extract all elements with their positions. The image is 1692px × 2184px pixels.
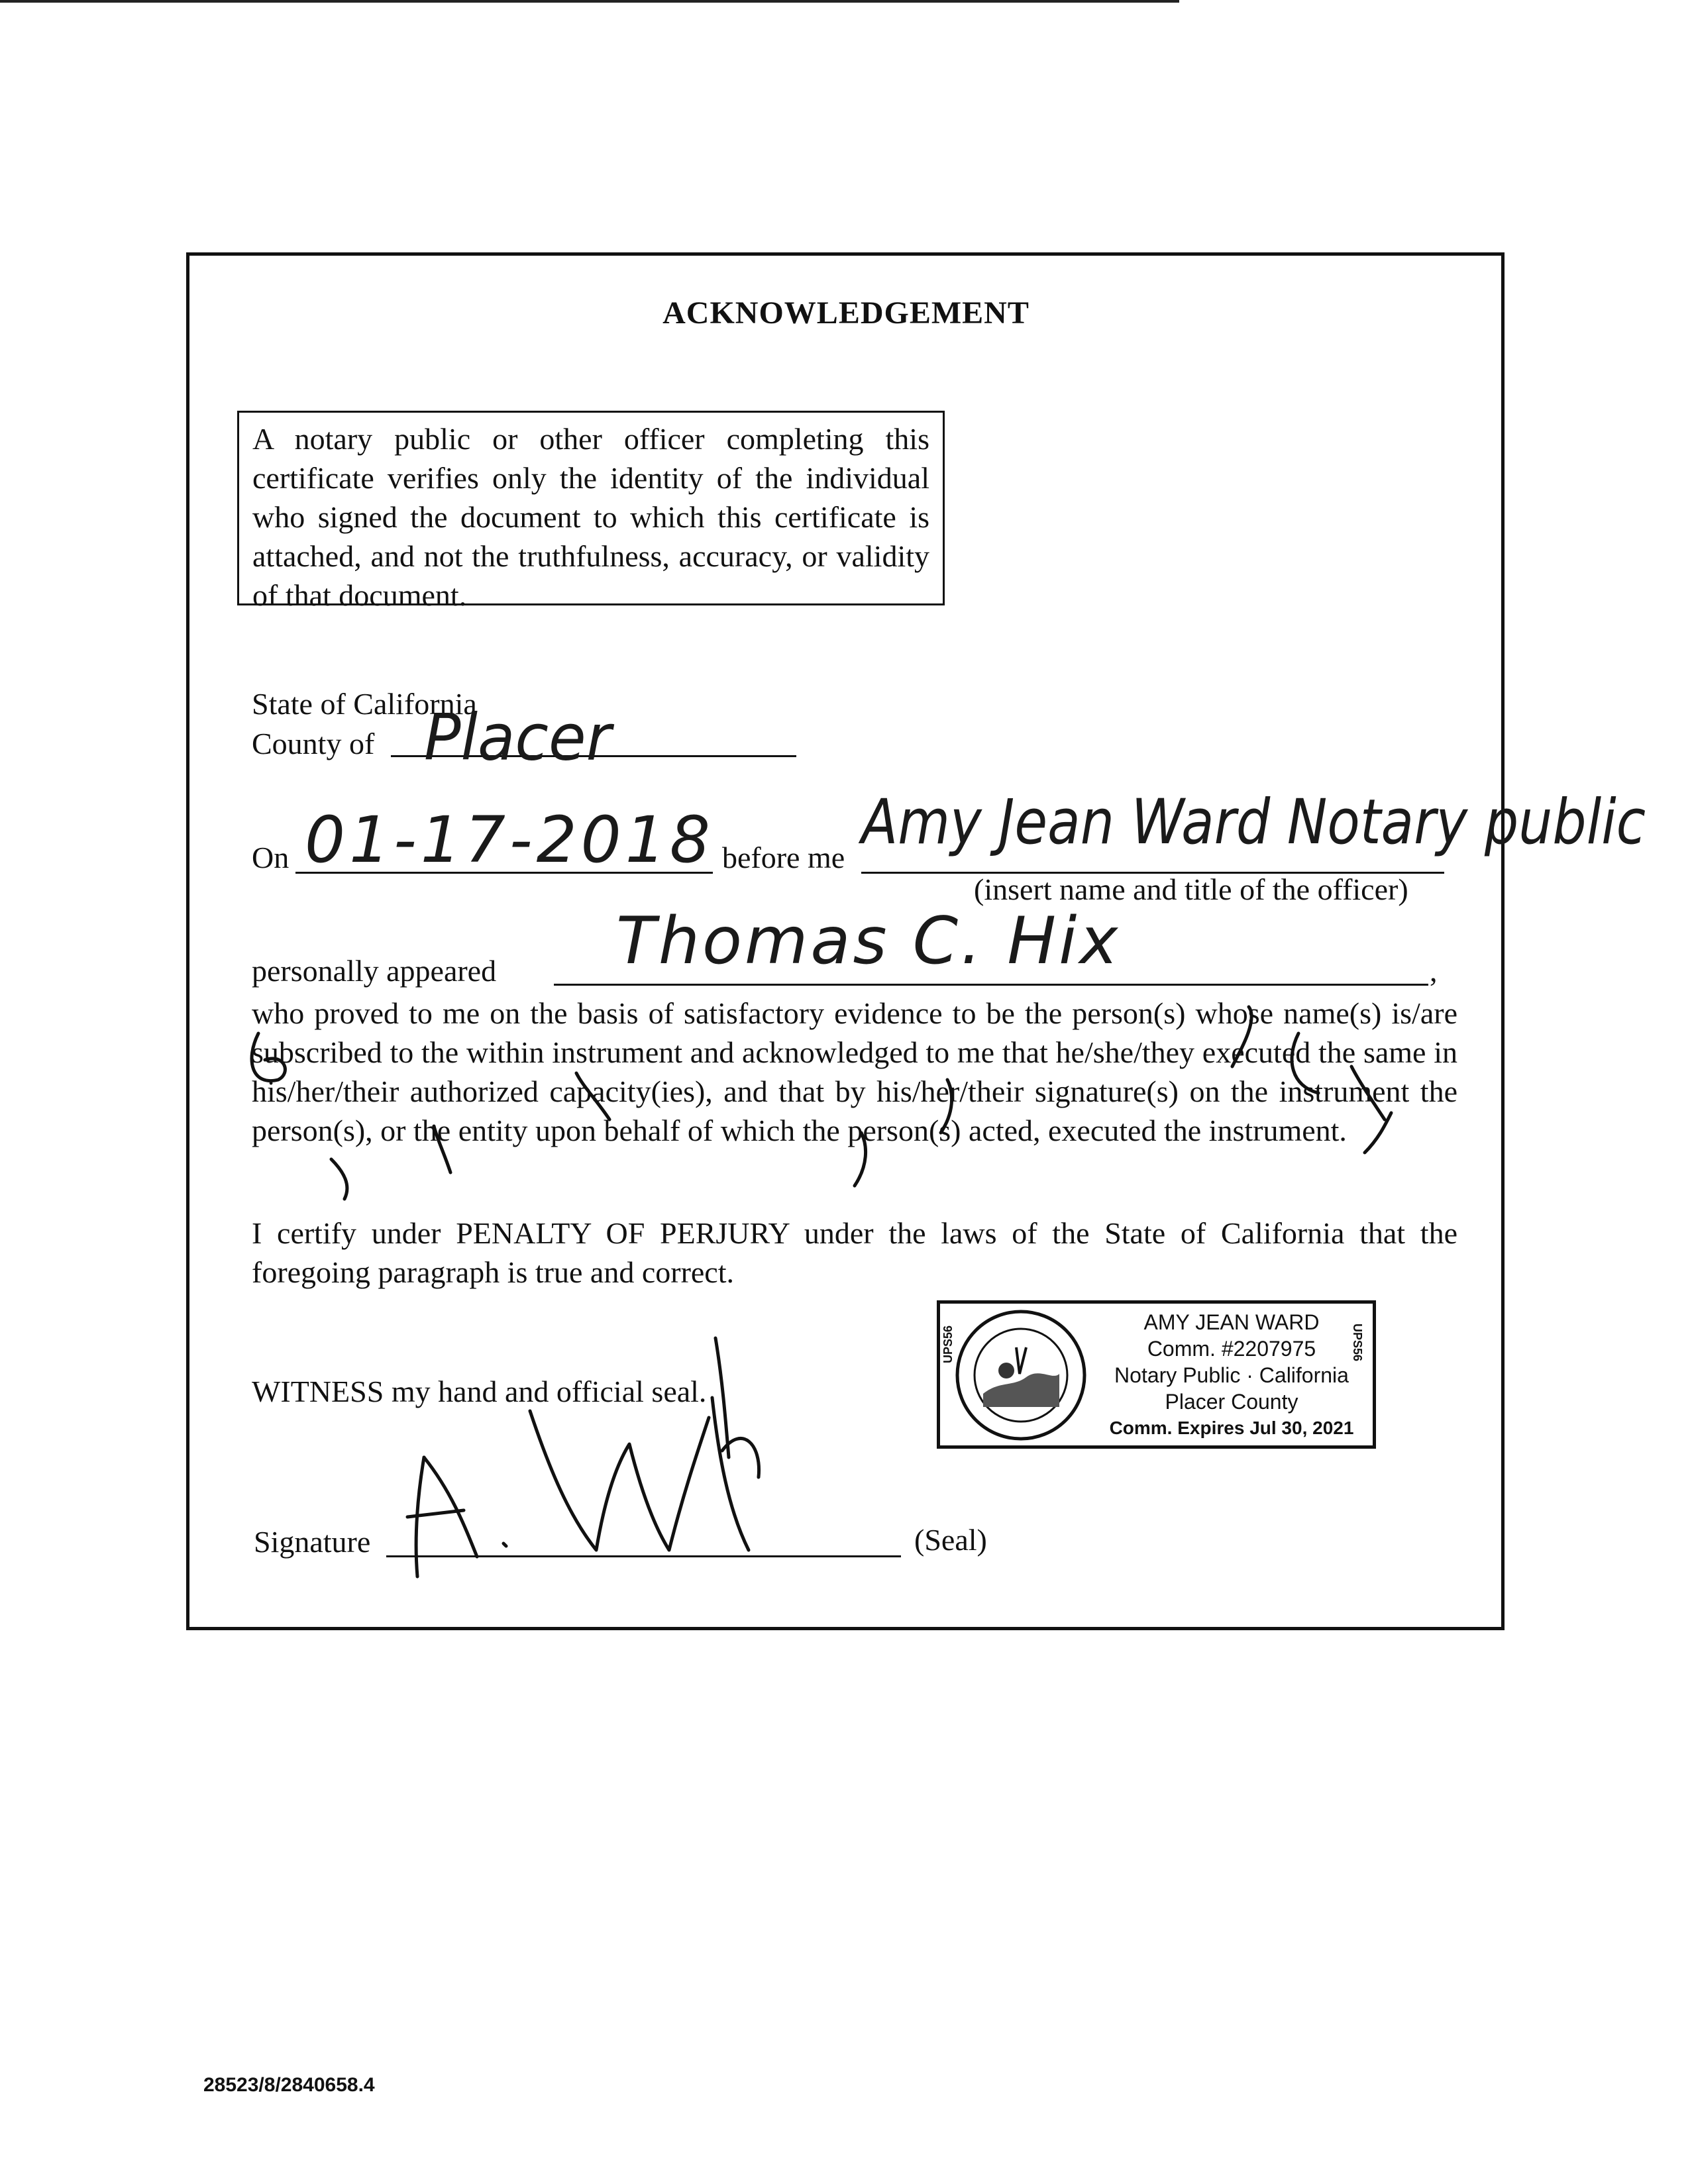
stamp-name: AMY JEAN WARD	[1143, 1310, 1320, 1334]
notice-text: A notary public or other officer completing this certificate verifies only the identity of the individual who signed the document to which this certificate is attached, and not the truthfulness, accuracy, or validity of that document.	[252, 422, 929, 612]
stamp-county: Placer County	[1165, 1390, 1298, 1414]
county-handwritten: Placer	[424, 700, 611, 775]
appeared-label: personally appeared	[252, 954, 497, 988]
date-handwritten: 01-17-2018	[305, 803, 714, 877]
stamp-title: Notary Public · California	[1114, 1363, 1349, 1387]
before-me-label: before me	[722, 841, 845, 874]
document-footer-id: 28523/8/2840658.4	[203, 2074, 375, 2096]
document-heading: ACKNOWLEDGEMENT	[662, 295, 1030, 331]
appeared-handwritten: Thomas C. Hix	[616, 904, 1121, 979]
state-label: State of California	[252, 687, 477, 721]
signature-label: Signature	[254, 1525, 371, 1559]
notary-stamp	[937, 1300, 1376, 1449]
state-seal-icon	[953, 1308, 1089, 1443]
seal-label: (Seal)	[914, 1523, 987, 1557]
officer-handwritten: Amy Jean Ward Notary public	[861, 786, 1646, 858]
stamp-side-code-right: UPS56	[1351, 1324, 1364, 1362]
appeared-comma: ,	[1430, 954, 1438, 988]
stamp-commission: Comm. #2207975	[1147, 1337, 1316, 1361]
officer-caption: (insert name and title of the officer)	[974, 872, 1408, 906]
certify-paragraph: I certify under PENALTY OF PERJURY under the laws of the State of California that the foregoing paragraph is true and correct.	[252, 1216, 1457, 1289]
stamp-expires: Comm. Expires Jul 30, 2021	[1109, 1418, 1354, 1438]
county-label: County of	[252, 727, 375, 760]
stamp-side-code-left: UPS56	[941, 1325, 955, 1363]
proof-paragraph: who proved to me on the basis of satisfactory evidence to be the person(s) whose name(s) is/are subscribed to the within instrument and acknowledged to me that he/she/they executed the same in his/her/their authorized capacity(ies), and that by his/her/their signature(s) on the instrument the person(s), or the entity upon behalf of which the person(s) acted, executed the instrument.	[252, 996, 1457, 1147]
witness-text: WITNESS my hand and official seal.	[252, 1375, 707, 1408]
stamp-text-block	[1086, 1309, 1377, 1441]
on-label: On	[252, 841, 290, 874]
